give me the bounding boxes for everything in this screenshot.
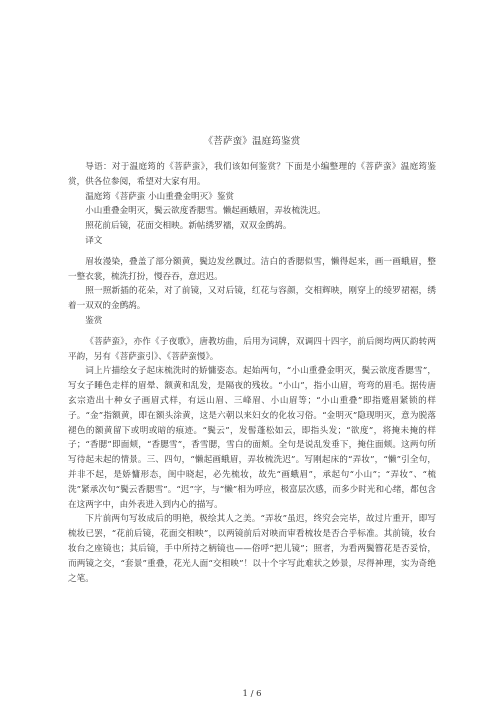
poem-line-1: 小山重叠金明灭，鬓云欲度香腮雪。懒起画蛾眉，弄妆梳洗迟。	[85, 206, 326, 217]
page-number: 1 / 6	[242, 689, 262, 699]
translation-paragraph-2: 照一照新插的花朵，对了前镜，又对后镜，红花与容颜，交相辉映，刚穿上的绫罗裙裾，绣着一双双的金鹧鸪。	[68, 286, 436, 312]
document-body	[68, 160, 436, 586]
appreciation-paragraph-1: 《菩萨蛮》，亦作《子夜歌》，唐教坊曲，后用为词牌，双调四十四字，前后阕均两仄韵转两平韵，另有《菩萨蛮引》、《菩萨蛮慢》。	[68, 336, 436, 362]
document-title: 《菩萨蛮》温庭筠鉴赏	[203, 136, 301, 147]
translation-heading: 译文	[85, 235, 103, 246]
intro-paragraph: 导语：对于温庭筠的《菩萨蛮》，我们该如何鉴赏？下面是小编整理的《菩萨蛮》温庭筠鉴赏，供各位参阅，希望对大家有用。	[68, 162, 436, 187]
poem-heading: 温庭筠《菩萨蛮 小山重叠金明灭》鉴赏	[85, 191, 235, 202]
appreciation-heading: 鉴赏	[85, 315, 103, 326]
appreciation-paragraph-3: 下片前两句写妆成后的明艳，极绘其人之美。“弄妆”虽迟，终究会完毕，故过片重开，即写梳妆已罢，“花前后镜，花面交相映”，以两镜前后对映而审看梳妆是否合乎标准。其前镜，妆台妆台之座镜也；其后镜，手中所持之柄镜也——俗呼“把儿镜”；照者，为看两鬓簪花是否妥恰，而两镜之交，“套景”重叠，花光人面“交相映”！以十个字写此难状之妙景，尽得神理，实为奇绝之笔。	[68, 514, 436, 584]
translation-paragraph-1: 眉妆漫染，叠盖了部分额黄，鬓边发丝飘过。洁白的香腮似雪，懒得起来，画一画蛾眉，整一整衣裳，梳洗打扮，慢吞吞，意迟迟。	[68, 256, 436, 282]
poem-line-2: 照花前后镜，花面交相映。新帖绣罗襦，双双金鹧鸪。	[85, 221, 292, 232]
appreciation-paragraph-2: 词上片描绘女子起床梳洗时的娇慵姿态。起始两句，“小山重叠金明灭，鬓云欲度香腮雪”，写女子睡色走样的眉晕、额黄和乱发，是隔夜的残妆。“小山”，指小山眉，弯弯的眉毛。据传唐玄宗造出十种女子画眉式样，有远山眉、三峰眉、小山眉等；“小山重叠”即指蹙眉紧锁的样子。“金”指额黄，即在额头涂黄，这是六朝以来妇女的化妆习俗。“金明灭”隐现明灭，意为脱落褪色的额黄留下或明或暗的痕迹。“鬓云”，发髻蓬松如云，即指头发；“欲度”，将掩未掩的样子；“香腮”即面颊，“香腮雪”，香雪腮，雪白的面颊。全句是说乱发垂下，掩住面颊。这两句所写待起未起的情景。三、四句，“懒起画蛾眉，弄妆梳洗迟”。写刚起床的“弄妆”，“懒”引全句，并非不起，是娇慵形态，闺中晓起，必先梳妆，故先“画蛾眉”，承起句“小山”；“弄妆”、“梳洗”紧承次句“鬓云香腮雪”。“迟”字，与“懒”相为呼应，极富层次感，而多少时光和心绪，都包含在这两字中，由外表进入到内心的描写。	[68, 366, 436, 510]
